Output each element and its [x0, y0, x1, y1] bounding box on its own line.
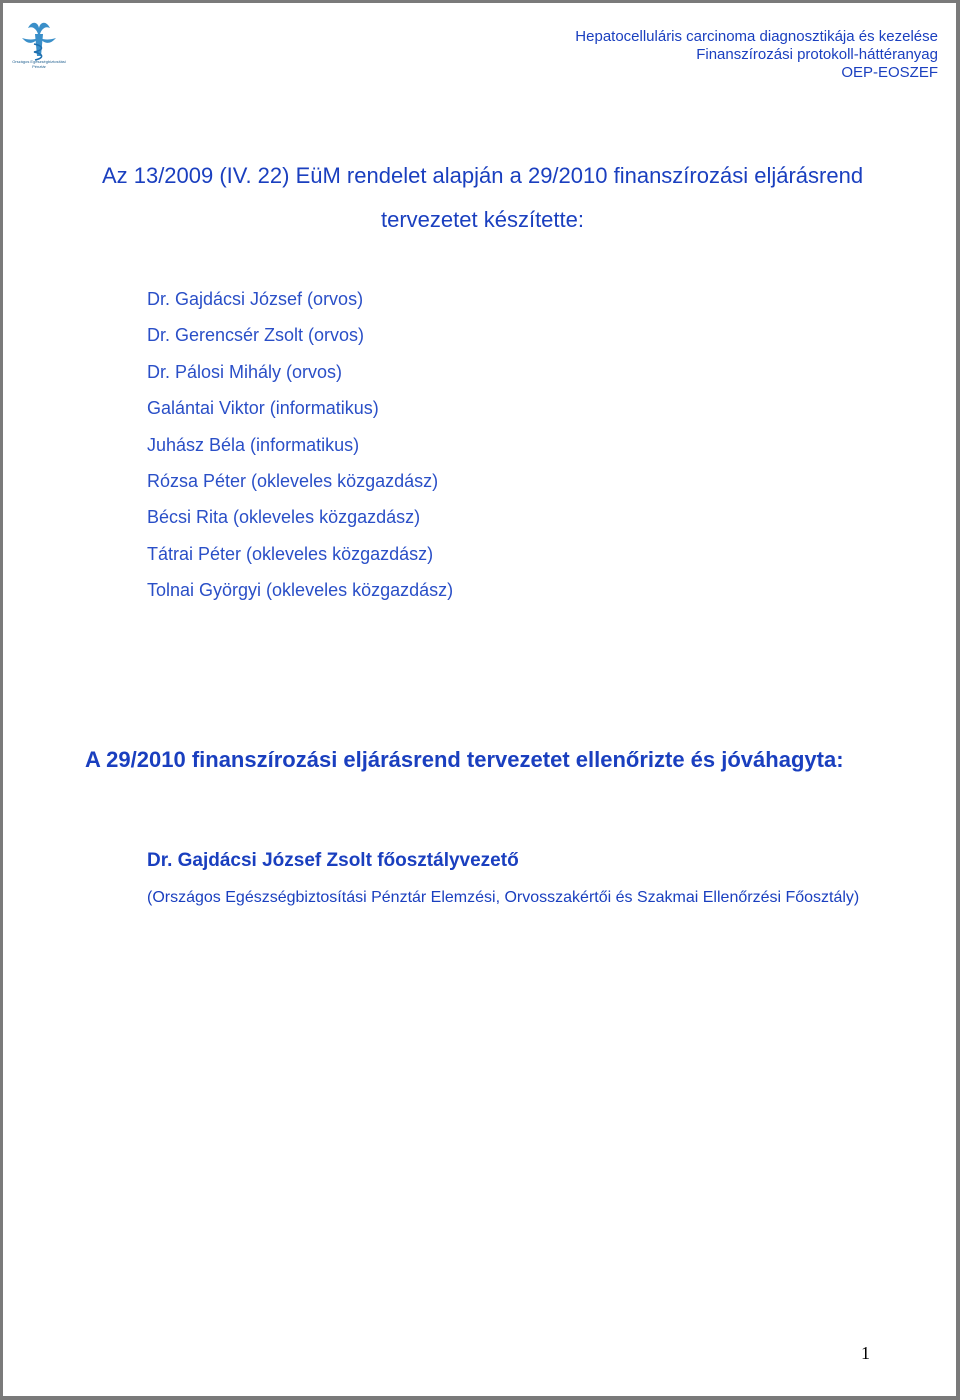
- approval-heading: A 29/2010 finanszírozási eljárásrend tervezetet ellenőrizte és jóváhagyta:: [85, 747, 844, 772]
- approver-affiliation: (Országos Egészségbiztosítási Pénztár Elemzési, Orvosszakértői és Szakmai Ellenőrzési Főosztály): [147, 889, 860, 906]
- author-item: Juhász Béla (informatikus): [147, 434, 360, 455]
- header-organization: OEP-EOSZEF: [841, 64, 938, 81]
- authors-list: [147, 281, 453, 609]
- header-document-title: Hepatocelluláris carcinoma diagnosztikája és kezelése: [575, 28, 938, 45]
- author-item: Galántai Viktor (informatikus): [147, 398, 379, 419]
- author-item: Rózsa Péter (okleveles közgazdász): [147, 471, 439, 492]
- page-title: Az 13/2009 (IV. 22) EüM rendelet alapján a 29/2010 finanszírozási eljárásrend tervezetet készítette:: [101, 163, 864, 232]
- author-item: Tolnai Györgyi (okleveles közgazdász): [147, 580, 454, 601]
- author-item: Dr. Gajdácsi József (orvos): [147, 289, 364, 309]
- author-item: Dr. Pálosi Mihály (orvos): [147, 361, 343, 382]
- page-number: 1: [861, 1343, 870, 1363]
- author-item: Bécsi Rita (okleveles közgazdász): [147, 507, 421, 528]
- author-item: Tátrai Péter (okleveles közgazdász): [147, 543, 434, 564]
- author-item: Dr. Gerencsér Zsolt (orvos): [147, 325, 365, 346]
- approver-name: Dr. Gajdácsi József Zsolt főosztályvezető: [147, 850, 519, 871]
- running-header: [575, 28, 938, 82]
- logo-caption: Országos Egészségbiztosítási Pénztár: [12, 59, 66, 69]
- header-document-type: Finanszírozási protokoll-háttéranyag: [696, 46, 938, 63]
